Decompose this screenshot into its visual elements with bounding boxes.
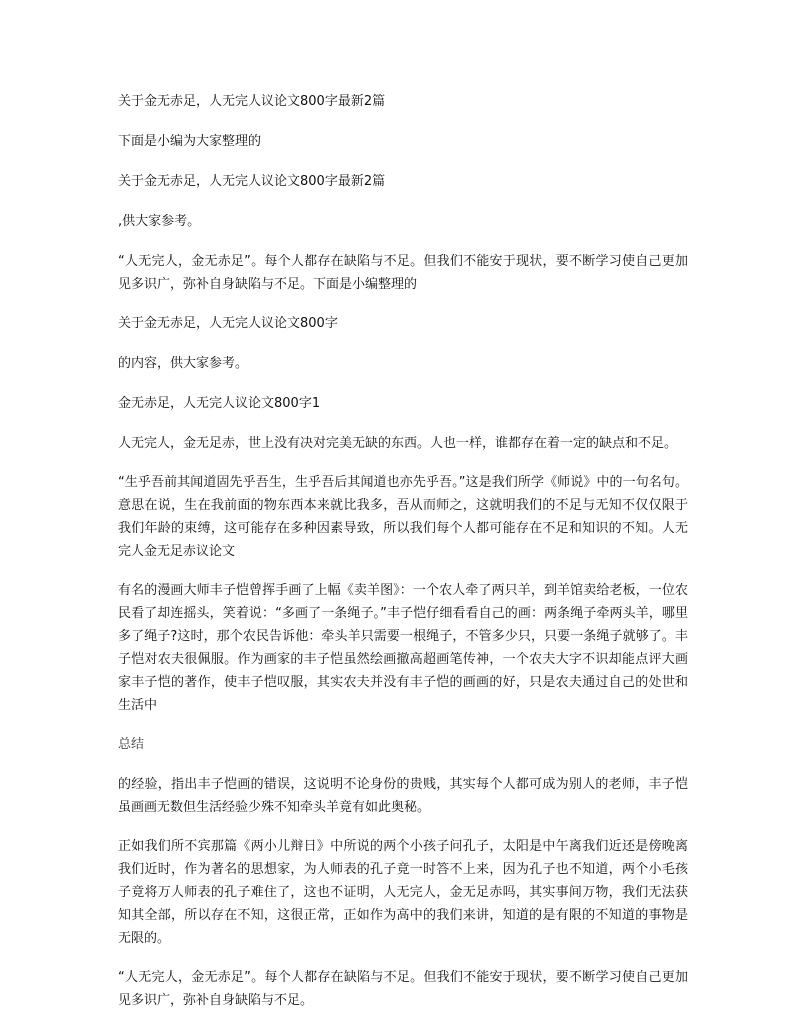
intro-line: 下面是小编为大家整理的 [118,134,262,149]
section-heading: 金无赤足，人无完人议论文800字1 [118,396,321,411]
title-line-repeat: 关于金无赤足，人无完人议论文800字最新2篇 [118,174,386,189]
reference-line: ,供大家参考。 [118,214,201,229]
body-paragraph-4: 的经验，指出丰子恺画的错误，这说明不论身份的贵贱，其实每个人都可成为别人的老师，丰子恺虽画画无数但生活经验少殊不知牵头羊竟有如此奥秘。 [118,777,688,815]
body-paragraph-3: 有名的漫画大师丰子恺曾挥手画了上幅《卖羊图》：一个农人牵了两只羊，到羊馆卖给老板，一位农民看了却连摇头，笑着说：“多画了一条绳子。”丰子恺仔细看看自己的画：两条绳子牵两头羊，哪里多了绳子?这时，那个农民告诉他：牵头羊只需要一根绳子，不管多少只，只要一条绳子就够了。丰子恺对农夫很佩服。作为画家的丰子恺虽然绘画撤高超画笔传神，一个农夫大字不识却能点评大画家丰子恺的著作，使丰子恺叹服，其实农夫并没有丰子恺的画画的好，只是农夫通过自己的处世和生活中 [118,583,688,713]
body-paragraph-1: 人无完人，金无足赤，世上没有决对完美无缺的东西。人也一样，谁都存在着一定的缺点和不足。 [118,436,678,451]
document-body [118,90,688,1028]
summary-heading: 总结 [118,737,145,752]
subtitle-line: 关于金无赤足，人无完人议论文800字 [118,316,338,331]
closing-paragraph: “人无完人，金无赤足”。每个人都存在缺陷与不足。但我们不能安于现状，要不断学习使自己更加见多识广，弥补自身缺陷与不足。 [118,970,688,1008]
body-paragraph-5: 正如我们所不宾那篇《两小儿辩日》中所说的两个小孩子问孔子，太阳是中午离我们近还是傍晚离我们近时，作为著名的思想家，为人师表的孔子竟一时答不上来，因为孔子也不知道，两个小毛孩子竟将万人师表的孔子难住了，这也不证明，人无完人，金无足赤吗，其实事间万物，我们无法获知其全部，所以存在不知，这很正常，正如作为高中的我们来讲，知道的是有限的不知道的事物是无限的。 [118,839,688,946]
title-line: 关于金无赤足，人无完人议论文800字最新2篇 [118,94,386,109]
intro-paragraph: “人无完人，金无赤足”。每个人都存在缺陷与不足。但我们不能安于现状，要不断学习使自己更加见多识广，弥补自身缺陷与不足。下面是小编整理的 [118,254,688,292]
body-paragraph-2: “生乎吾前其闻道固先乎吾生，生乎吾后其闻道也亦先乎吾。”这是我们所学《师说》中的一句名句。意思在说，生在我前面的物东西本来就比我多，吾从而师之，这就明我们的不足与无知不仅仅限于我们年龄的束缚，这可能存在多种因素导致，所以我们每个人都可能存在不足和知识的不知。人无完人金无足赤议论文 [118,475,688,559]
content-reference-line: 的内容，供大家参考。 [118,356,249,371]
